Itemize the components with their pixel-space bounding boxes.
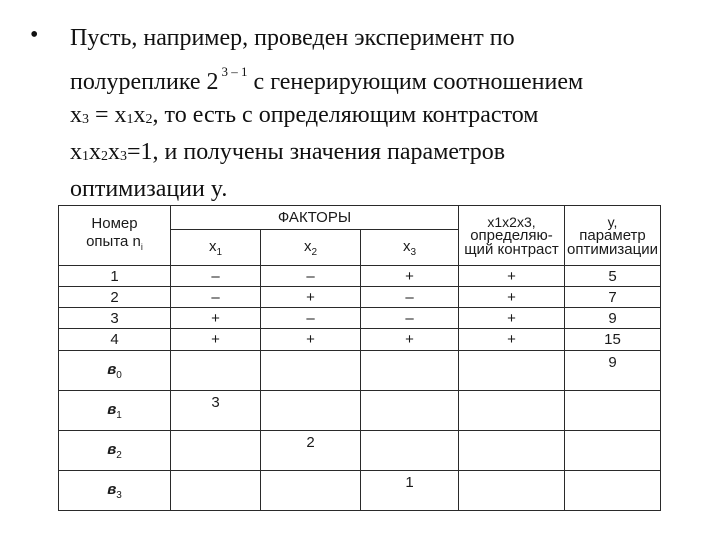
equals-sign: =: [89, 102, 115, 128]
coefficient-row: [59, 431, 661, 471]
coef-sub: 1: [116, 409, 122, 421]
header-text: x1x2x3,: [487, 213, 536, 230]
text-fragment: с генерирующим соотношением: [253, 69, 584, 95]
cell-contrast: +: [459, 308, 565, 329]
cell-contrast: [459, 391, 565, 431]
header-contrast: [459, 206, 565, 266]
cell-contrast: [459, 351, 565, 391]
coefficient-row: [59, 351, 661, 391]
header-experiment-number: [59, 206, 171, 266]
header-text: y,: [607, 213, 618, 230]
cell-x2: +: [261, 329, 361, 351]
var-sub: 2: [101, 149, 108, 164]
header-y: [565, 206, 661, 266]
cell-y: 15: [565, 329, 661, 351]
header-text: x: [303, 237, 312, 255]
header-x1: [171, 230, 261, 266]
coef-letter: в: [107, 480, 117, 498]
text-fragment: полуреплике: [70, 69, 201, 95]
cell-x3: [361, 351, 459, 391]
cell-x3: [361, 391, 459, 431]
text-line-4: [70, 136, 583, 173]
var-x: x: [114, 102, 127, 128]
cell-y: 5: [565, 266, 661, 287]
header-text: щий контраст: [464, 240, 559, 258]
header-sub: 3: [410, 246, 417, 258]
cell-x1: –: [171, 287, 261, 308]
cell-x1: [171, 351, 261, 391]
coef-sub: 2: [116, 449, 122, 461]
text-line-3: [70, 99, 583, 136]
header-text: определяю-: [470, 226, 553, 244]
cell-x2: 2: [261, 431, 361, 471]
cell-x2: +: [261, 287, 361, 308]
coef-sub: 3: [116, 489, 122, 501]
var-x: x: [70, 102, 82, 128]
cell-x3: [361, 431, 459, 471]
header-text: параметр: [579, 226, 646, 244]
cell-x3: 1: [361, 471, 459, 511]
coefficient-row: [59, 391, 661, 431]
var-x: x: [70, 139, 82, 165]
var-sub: 1: [82, 149, 89, 164]
cell-x1: [171, 431, 261, 471]
coefficient-row: [59, 471, 661, 511]
cell-y: [565, 391, 661, 431]
coef-label: [59, 471, 171, 511]
var-sub: 2: [145, 112, 153, 127]
cell-contrast: [459, 471, 565, 511]
cell-n: 3: [59, 308, 171, 329]
header-text: [59, 233, 170, 256]
cell-contrast: +: [459, 287, 565, 308]
experiment-table: [58, 205, 661, 511]
var-sub: 3: [120, 149, 127, 164]
header-text: опыта n: [86, 233, 141, 250]
cell-n: 1: [59, 266, 171, 287]
text-fragment: =1, и получены значения параметров: [127, 139, 506, 165]
table-row: [59, 329, 661, 351]
coef-letter: в: [107, 360, 117, 378]
table-row: [59, 266, 661, 287]
coef-label: [59, 351, 171, 391]
cell-y: 9: [565, 351, 661, 391]
cell-contrast: [459, 431, 565, 471]
power-base: 2: [206, 69, 219, 95]
cell-n: 4: [59, 329, 171, 351]
cell-n: 2: [59, 287, 171, 308]
bullet-marker: •: [30, 22, 39, 48]
cell-contrast: +: [459, 329, 565, 351]
var-sub: 1: [126, 112, 134, 127]
cell-x2: –: [261, 308, 361, 329]
cell-y: 9: [565, 308, 661, 329]
table-row: [59, 287, 661, 308]
text-line-2: [70, 55, 583, 99]
cell-x2: [261, 351, 361, 391]
coef-label: [59, 391, 171, 431]
text-line-1: Пусть, например, проведен эксперимент по: [70, 25, 515, 51]
table-row: [59, 308, 661, 329]
header-sub: 2: [311, 246, 318, 258]
cell-x1: 3: [171, 391, 261, 431]
var-x: x: [133, 102, 146, 128]
header-sub: i: [140, 242, 143, 252]
text-fragment: , то есть с определяющим контрастом: [152, 102, 539, 128]
var-sub: 3: [82, 112, 89, 127]
cell-y: [565, 431, 661, 471]
cell-x3: +: [361, 266, 459, 287]
header-factors: ФАКТОРЫ: [171, 206, 459, 230]
cell-x1: [171, 471, 261, 511]
cell-x2: [261, 471, 361, 511]
header-x2: [261, 230, 361, 266]
header-text: x: [208, 237, 217, 255]
coef-label: [59, 431, 171, 471]
header-x3: [361, 230, 459, 266]
header-sub: 1: [216, 246, 223, 258]
power-exponent: 3 – 1: [221, 64, 248, 79]
cell-x3: –: [361, 287, 459, 308]
header-text: Номер: [91, 215, 138, 232]
coef-letter: в: [107, 440, 117, 458]
header-text: x: [402, 237, 411, 255]
header-text: оптимизации: [567, 240, 658, 258]
cell-x1: +: [171, 329, 261, 351]
var-x: x: [89, 139, 101, 165]
coef-letter: в: [107, 400, 117, 418]
cell-x3: –: [361, 308, 459, 329]
cell-x1: +: [171, 308, 261, 329]
cell-y: 7: [565, 287, 661, 308]
cell-y: [565, 471, 661, 511]
cell-x1: –: [171, 266, 261, 287]
cell-contrast: +: [459, 266, 565, 287]
cell-x2: [261, 391, 361, 431]
text-line-5: оптимизации y.: [70, 176, 228, 202]
var-x: x: [108, 139, 120, 165]
cell-x2: –: [261, 266, 361, 287]
coef-sub: 0: [116, 369, 122, 381]
cell-x3: +: [361, 329, 459, 351]
paragraph-text: [70, 22, 583, 206]
